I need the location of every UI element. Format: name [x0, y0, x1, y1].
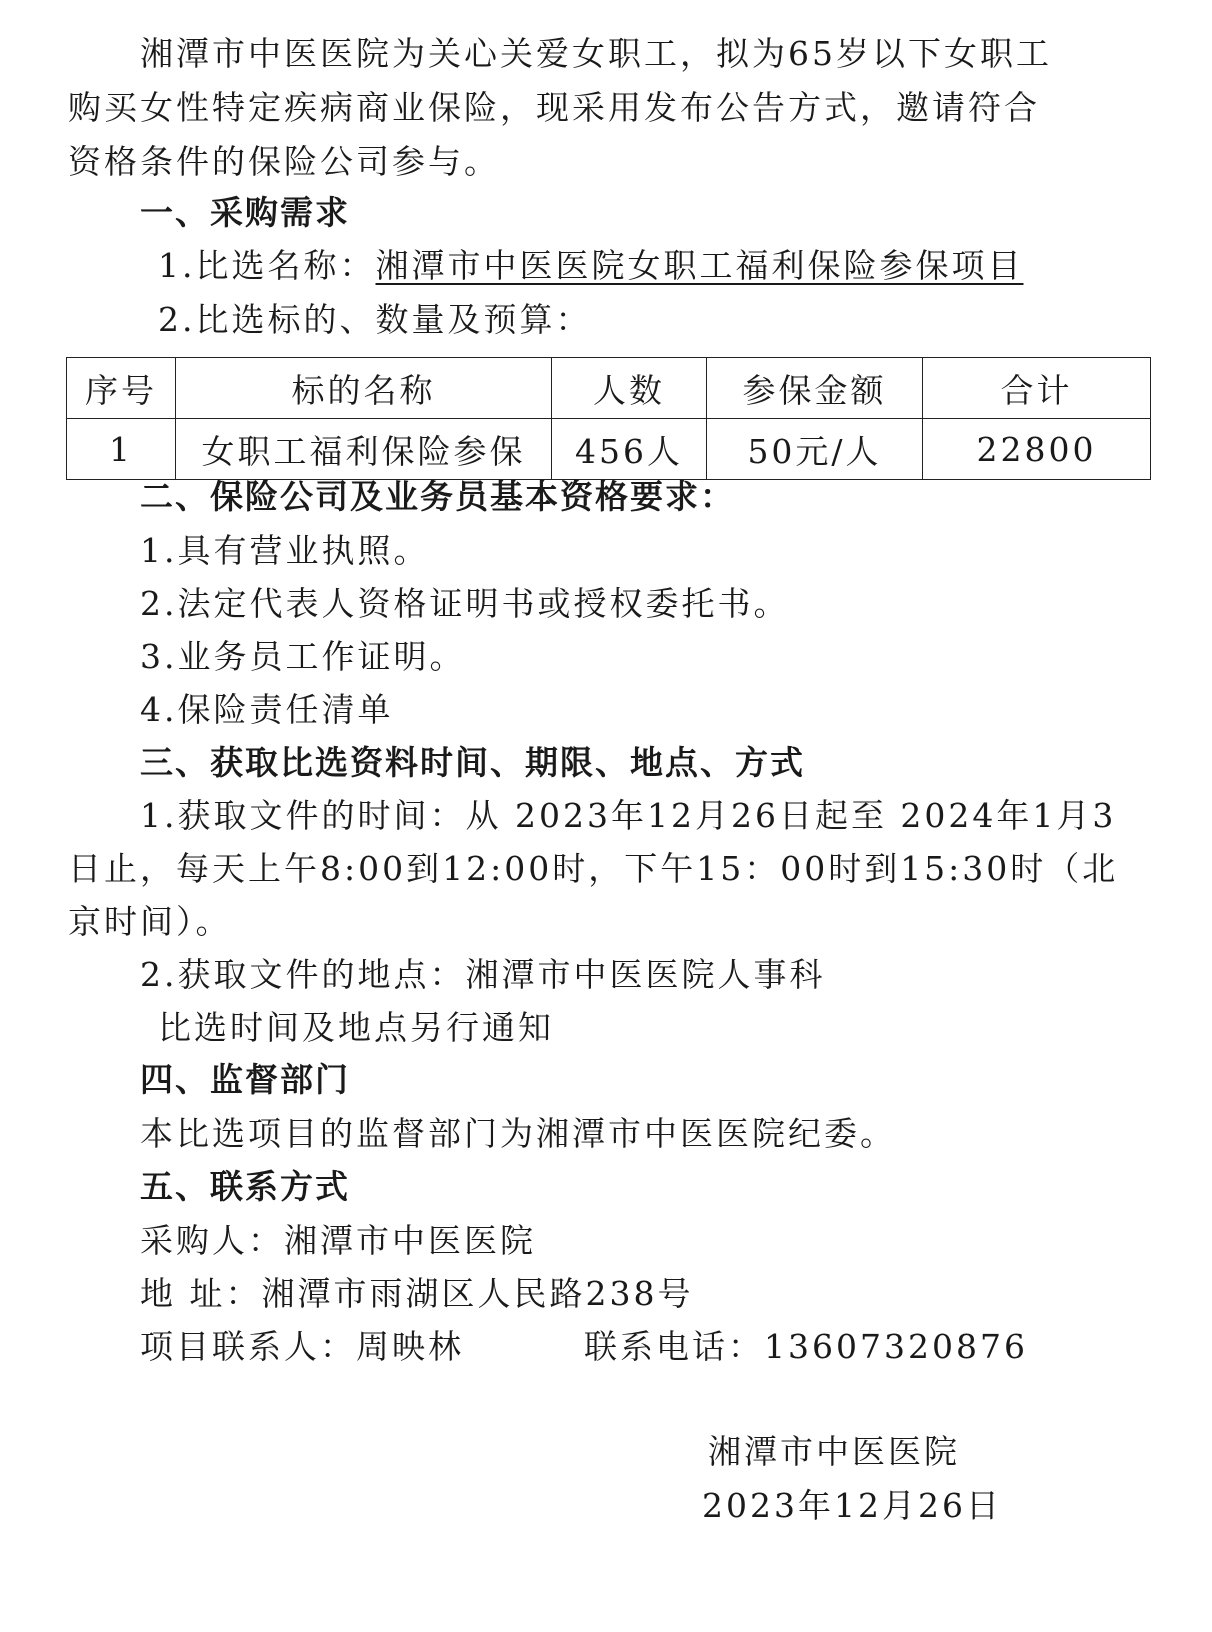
section5-heading: 五、联系方式 [140, 1167, 350, 1206]
address-line: 地 址：湘潭市雨湖区人民路238号 [140, 1274, 694, 1313]
contact-person-line: 项目联系人：周映林 [140, 1327, 464, 1366]
project-name-label: 1.比选名称： [158, 246, 376, 285]
project-name-value: 湘潭市中医医院女职工福利保险参保项目 [375, 246, 1024, 285]
section2-heading: 二、保险公司及业务员基本资格要求： [140, 477, 735, 516]
header-headcount: 人数 [552, 358, 707, 419]
cell-headcount: 456人 [552, 419, 707, 480]
header-item-name: 标的名称 [176, 358, 552, 419]
header-total: 合计 [923, 358, 1151, 419]
intro-line-2: 购买女性特定疾病商业保险，现采用发布公告方式，邀请符合 [68, 88, 1040, 127]
cell-amount: 50元/人 [707, 419, 923, 480]
cell-total: 22800 [923, 419, 1151, 480]
supervision-text: 本比选项目的监督部门为湘潭市中医医院纪委。 [140, 1114, 896, 1153]
cell-index: 1 [67, 419, 176, 480]
requirement-item-2: 2.法定代表人资格证明书或授权委托书。 [140, 584, 790, 623]
table-header-row [67, 358, 1151, 419]
section1-heading: 一、采购需求 [140, 193, 350, 232]
time-line-3: 京时间）。 [68, 902, 232, 941]
header-amount: 参保金额 [707, 358, 923, 419]
cell-item-name: 女职工福利保险参保 [176, 419, 552, 480]
signature-date: 2023年12月26日 [702, 1486, 1002, 1525]
budget-line: 2.比选标的、数量及预算： [158, 300, 592, 339]
requirement-item-3: 3.业务员工作证明。 [140, 637, 466, 676]
items-table [66, 357, 1151, 480]
location-line: 2.获取文件的地点：湘潭市中医医院人事科 [140, 955, 826, 994]
time-line-1: 1.获取文件的时间：从 2023年12月26日起至 2024年1月3 [140, 796, 1117, 835]
table-row [67, 419, 1151, 480]
notice-line: 比选时间及地点另行通知 [158, 1008, 554, 1047]
signature-org: 湘潭市中医医院 [708, 1432, 960, 1471]
phone-line: 联系电话：13607320876 [584, 1327, 1028, 1366]
intro-line-1: 湘潭市中医医院为关心关爱女职工，拟为65岁以下女职工 [140, 34, 1052, 73]
section3-heading: 三、获取比选资料时间、期限、地点、方式 [140, 743, 805, 782]
requirement-item-4: 4.保险责任清单 [140, 690, 394, 729]
section4-heading: 四、监督部门 [140, 1060, 350, 1099]
project-name-line [158, 246, 1024, 286]
intro-line-3: 资格条件的保险公司参与。 [68, 142, 500, 181]
requirement-item-1: 1.具有营业执照。 [140, 531, 430, 570]
header-index: 序号 [67, 358, 176, 419]
time-line-2: 日止，每天上午8:00到12:00时，下午15：00时到15:30时（北 [68, 849, 1119, 888]
purchaser-line: 采购人：湘潭市中医医院 [140, 1221, 536, 1260]
